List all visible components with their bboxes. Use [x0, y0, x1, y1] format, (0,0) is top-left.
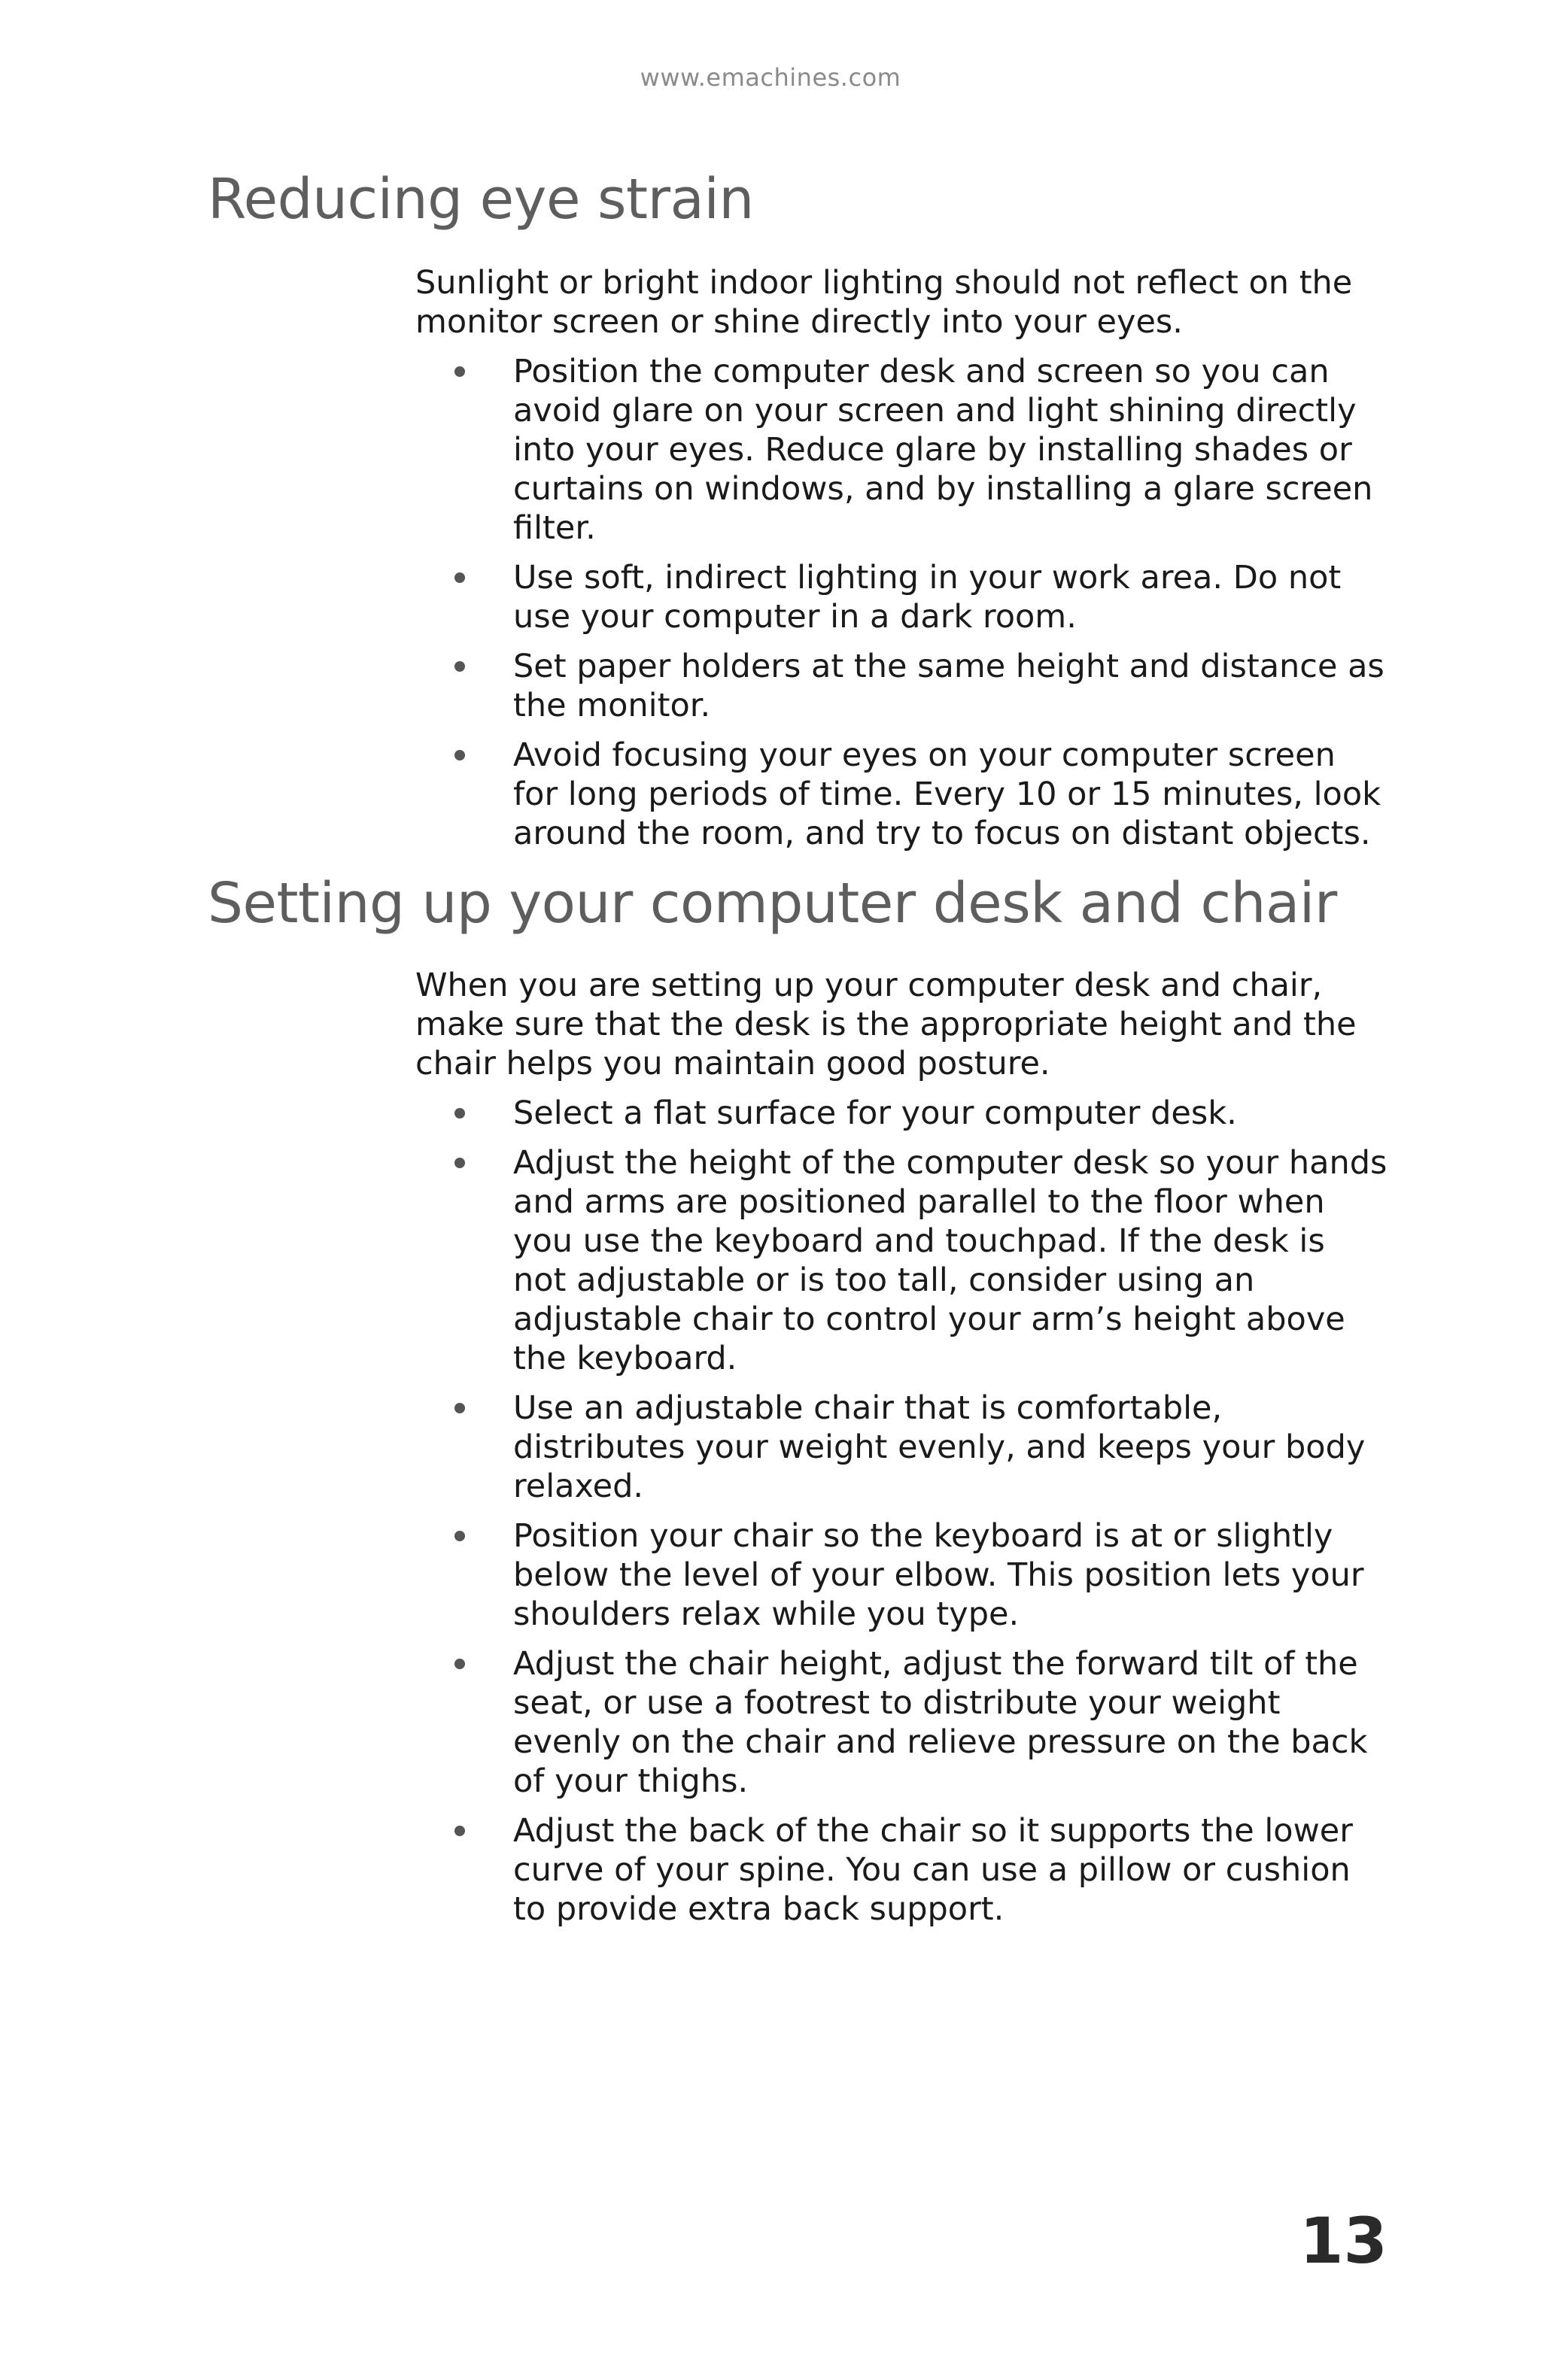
list-item	[415, 558, 1388, 636]
section-title-desk-and-chair: Setting up your computer desk and chair	[208, 871, 1337, 936]
bullet-icon	[454, 1158, 465, 1168]
bullet-icon	[454, 572, 465, 583]
bullet-list	[415, 352, 1388, 853]
bullet-icon	[454, 750, 465, 760]
list-item	[415, 1644, 1388, 1801]
list-item-text: Use soft, indirect lighting in your work area. Do not use your computer in a dark room.	[513, 559, 1342, 636]
list-item	[415, 1811, 1388, 1929]
bullet-icon	[454, 1108, 465, 1119]
bullet-icon	[454, 366, 465, 377]
section-intro: When you are setting up your computer desk and chair, make sure that the desk is the appropriate height and the chair helps you maintain good posture.	[415, 967, 1357, 1082]
list-item-text: Position the computer desk and screen so you can avoid glare on your screen and light shining directly into your eyes. Reduce glare by installing shades or curtains on windows, and by installing a glare screen filter.	[513, 353, 1373, 547]
bullet-list	[415, 1094, 1388, 1929]
bullet-icon	[454, 1531, 465, 1541]
list-item	[415, 1094, 1388, 1133]
list-item-text: Select a flat surface for your computer desk.	[513, 1094, 1237, 1132]
list-item	[415, 352, 1388, 548]
list-item-text: Set paper holders at the same height and distance as the monitor.	[513, 648, 1384, 724]
page-number: 13	[1299, 2204, 1388, 2278]
list-item-text: Adjust the back of the chair so it supports the lower curve of your spine. You can use a pillow or cushion to provide extra back support.	[513, 1812, 1353, 1928]
list-item-text: Use an adjustable chair that is comfortable, distributes your weight evenly, and keeps your body relaxed.	[513, 1389, 1366, 1505]
list-item	[415, 1516, 1388, 1634]
header-url: www.emachines.com	[640, 63, 901, 92]
bullet-icon	[454, 661, 465, 672]
list-item-text: Adjust the height of the computer desk so your hands and arms are positioned parallel to the floor when you use the keyboard and touchpad. If the desk is not adjustable or is too tall, consider using an adjustable chair to control your arm’s height above the keyboard.	[513, 1144, 1388, 1377]
list-item	[415, 647, 1388, 725]
list-item	[415, 1389, 1388, 1506]
section-body-desk-and-chair	[415, 966, 1388, 1939]
bullet-icon	[454, 1403, 465, 1413]
section-intro: Sunlight or bright indoor lighting should not reflect on the monitor screen or shine directly into your eyes.	[415, 264, 1353, 341]
list-item	[415, 1143, 1388, 1378]
section-title-eye-strain: Reducing eye strain	[208, 167, 754, 232]
list-item-text: Adjust the chair height, adjust the forward tilt of the seat, or use a footrest to distribute your weight evenly on the chair and relieve pressure on the back of your thighs.	[513, 1645, 1368, 1800]
bullet-icon	[454, 1659, 465, 1669]
bullet-icon	[454, 1826, 465, 1836]
list-item-text: Position your chair so the keyboard is at or slightly below the level of your elbow. This position lets your shoulders relax while you type.	[513, 1517, 1364, 1633]
section-body-eye-strain	[415, 263, 1388, 864]
list-item-text: Avoid focusing your eyes on your computer screen for long periods of time. Every 10 or 15 minutes, look around the room, and try to focus on distant objects.	[513, 736, 1381, 852]
list-item	[415, 736, 1388, 853]
